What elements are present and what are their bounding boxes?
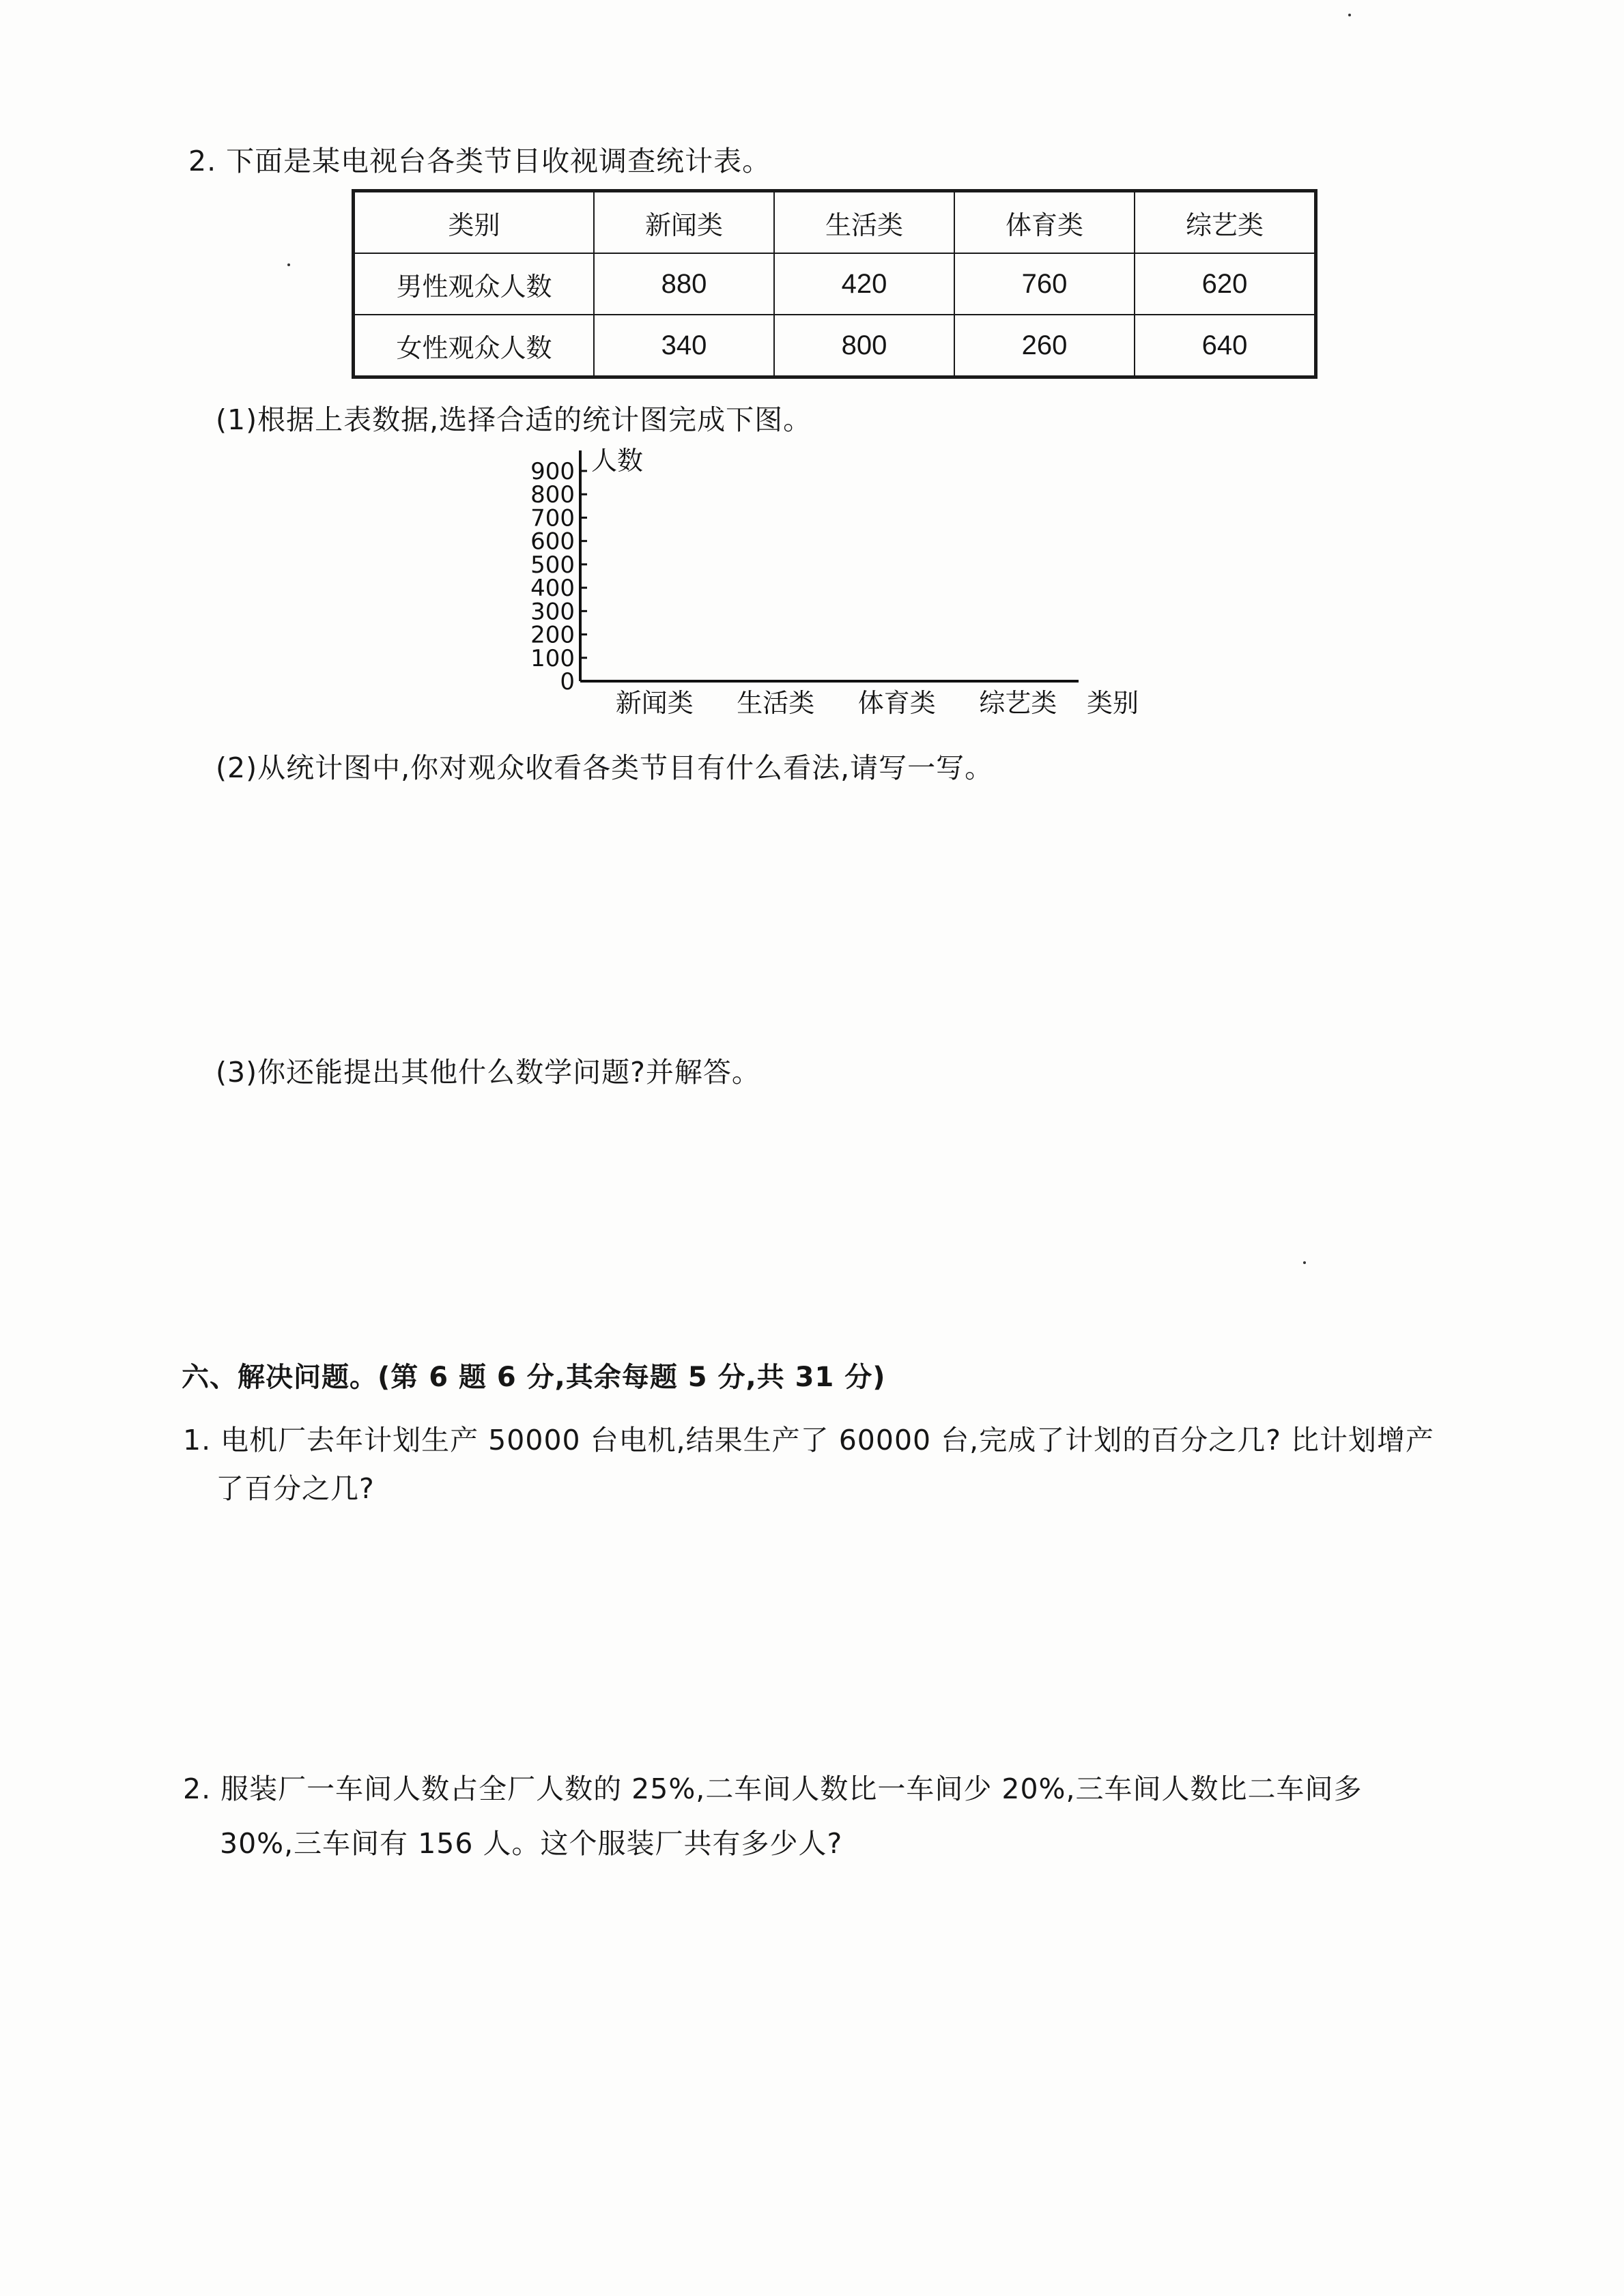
question-2-part-3: (3)你还能提出其他什么数学问题?并解答。 (216, 1056, 760, 1089)
scan-speck (1303, 1261, 1306, 1264)
y-tick-label: 400 (530, 575, 575, 603)
row-label: 男性观众人数 (354, 253, 595, 315)
table-cell: 880 (594, 253, 774, 315)
y-tick-label: 500 (530, 551, 575, 579)
table-header-cell: 类别 (354, 191, 595, 254)
y-tick-label: 700 (530, 504, 575, 532)
viewing-survey-table (352, 189, 1317, 379)
category-label: 生活类 (737, 688, 815, 718)
question-2-part-1: (1)根据上表数据,选择合适的统计图完成下图。 (216, 403, 812, 436)
section-6-heading: 六、解决问题。(第 6 题 6 分,其余每题 5 分,共 31 分) (182, 1362, 886, 1393)
table-cell: 760 (954, 253, 1135, 315)
chart-axes (580, 446, 1139, 718)
problem-1-line-1: 1. 电机厂去年计划生产 50000 台电机,结果生产了 60000 台,完成了计划的百分之几? 比计划增产 (183, 1424, 1434, 1456)
problem-2-line-1: 2. 服装厂一车间人数占全厂人数的 25%,二车间人数比一车间少 20%,三车间人数比二车间多 (183, 1773, 1363, 1805)
y-tick-label: 900 (530, 458, 575, 485)
table-cell: 620 (1135, 253, 1316, 315)
table-header-cell: 生活类 (774, 191, 954, 254)
x-axis-label: 类别 (1087, 688, 1139, 718)
y-axis-label: 人数 (591, 446, 644, 476)
y-tick-label: 200 (530, 621, 575, 649)
scan-speck (287, 263, 290, 266)
category-label: 新闻类 (615, 688, 694, 718)
scan-speck (1348, 14, 1351, 16)
chart-y-ticks (530, 458, 587, 695)
y-tick-label: 600 (530, 528, 575, 556)
question-2-title: 2. 下面是某电视台各类节目收视调查统计表。 (188, 145, 771, 177)
category-label: 综艺类 (979, 688, 1057, 718)
category-label: 体育类 (857, 688, 936, 718)
table-header-row (354, 191, 1316, 254)
table-header-cell: 体育类 (954, 191, 1135, 254)
table-cell: 420 (774, 253, 954, 315)
blank-bar-chart (505, 437, 1154, 737)
y-tick-label: 800 (530, 481, 575, 509)
table-row (354, 253, 1316, 315)
row-label: 女性观众人数 (354, 315, 595, 377)
table-cell: 260 (954, 315, 1135, 377)
table-header-cell: 综艺类 (1135, 191, 1316, 254)
table-row (354, 315, 1316, 377)
y-tick-label: 100 (530, 644, 575, 672)
table-cell: 640 (1135, 315, 1316, 377)
y-tick-label: 0 (560, 668, 575, 695)
y-tick-label: 300 (530, 598, 575, 626)
table-cell: 800 (774, 315, 954, 377)
problem-2-line-2: 30%,三车间有 156 人。这个服装厂共有多少人? (220, 1827, 843, 1860)
table-header-cell: 新闻类 (594, 191, 774, 254)
table-cell: 340 (594, 315, 774, 377)
problem-1-line-2: 了百分之几? (216, 1472, 375, 1505)
chart-categories (616, 688, 1057, 718)
question-2-part-2: (2)从统计图中,你对观众收看各类节目有什么看法,请写一写。 (216, 751, 994, 784)
